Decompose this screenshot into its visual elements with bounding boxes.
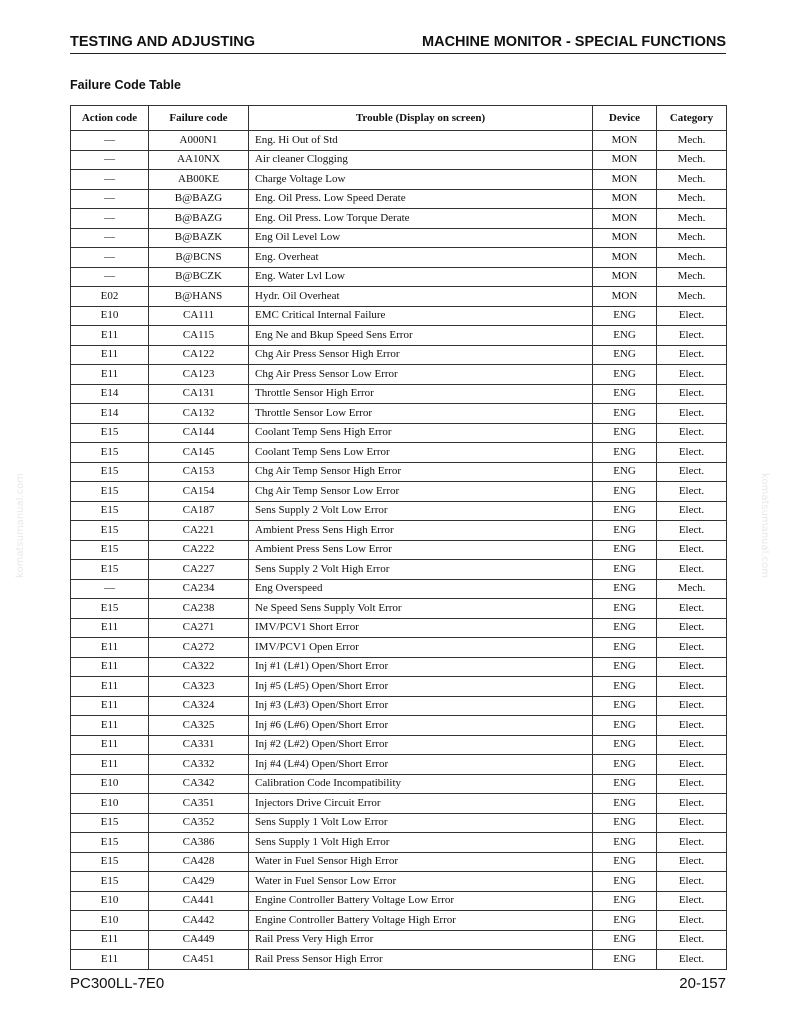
failure-code-cell: AA10NX <box>149 150 249 170</box>
category-cell: Elect. <box>657 423 727 443</box>
trouble-cell: Air cleaner Clogging <box>249 150 593 170</box>
action-code-cell: — <box>71 170 149 190</box>
table-row <box>71 501 727 521</box>
failure-code-cell: CA386 <box>149 833 249 853</box>
device-cell: ENG <box>593 365 657 385</box>
failure-code-cell: CA272 <box>149 638 249 658</box>
device-cell: ENG <box>593 384 657 404</box>
trouble-cell: Eng. Oil Press. Low Torque Derate <box>249 209 593 229</box>
trouble-cell: Ambient Press Sens High Error <box>249 521 593 541</box>
category-cell: Elect. <box>657 365 727 385</box>
category-cell: Elect. <box>657 852 727 872</box>
failure-code-cell: CA332 <box>149 755 249 775</box>
table-row <box>71 150 727 170</box>
action-code-cell: E11 <box>71 618 149 638</box>
trouble-cell: Chg Air Temp Sensor Low Error <box>249 482 593 502</box>
trouble-cell: Eng Ne and Bkup Speed Sens Error <box>249 326 593 346</box>
trouble-cell: Eng. Hi Out of Std <box>249 131 593 151</box>
table-row <box>71 482 727 502</box>
device-cell: ENG <box>593 618 657 638</box>
failure-code-cell: B@BCNS <box>149 248 249 268</box>
header-section-title: TESTING AND ADJUSTING <box>70 34 256 50</box>
device-cell: ENG <box>593 345 657 365</box>
category-cell: Mech. <box>657 170 727 190</box>
trouble-cell: Rail Press Very High Error <box>249 930 593 950</box>
device-cell: ENG <box>593 521 657 541</box>
column-header-device: Device <box>593 106 657 131</box>
failure-code-cell: CA428 <box>149 852 249 872</box>
action-code-cell: E15 <box>71 560 149 580</box>
table-row <box>71 833 727 853</box>
failure-code-cell: AB00KE <box>149 170 249 190</box>
table-row <box>71 950 727 970</box>
table-row <box>71 423 727 443</box>
table-row <box>71 345 727 365</box>
action-code-cell: — <box>71 131 149 151</box>
trouble-cell: Hydr. Oil Overheat <box>249 287 593 307</box>
category-cell: Elect. <box>657 326 727 346</box>
failure-code-cell: CA331 <box>149 735 249 755</box>
category-cell: Elect. <box>657 735 727 755</box>
trouble-cell: Eng Oil Level Low <box>249 228 593 248</box>
table-row <box>71 287 727 307</box>
column-header-failure-code: Failure code <box>149 106 249 131</box>
category-cell: Elect. <box>657 521 727 541</box>
page-header <box>70 33 726 54</box>
trouble-cell: Throttle Sensor Low Error <box>249 404 593 424</box>
action-code-cell: E15 <box>71 462 149 482</box>
table-row <box>71 443 727 463</box>
device-cell: ENG <box>593 696 657 716</box>
table-row <box>71 462 727 482</box>
table-row <box>71 696 727 716</box>
trouble-cell: IMV/PCV1 Open Error <box>249 638 593 658</box>
trouble-cell: Ambient Press Sens Low Error <box>249 540 593 560</box>
device-cell: ENG <box>593 462 657 482</box>
table-row <box>71 404 727 424</box>
action-code-cell: E15 <box>71 501 149 521</box>
table-row <box>71 579 727 599</box>
trouble-cell: Engine Controller Battery Voltage Low Error <box>249 891 593 911</box>
table-row <box>71 872 727 892</box>
category-cell: Mech. <box>657 248 727 268</box>
failure-code-cell: B@BAZG <box>149 189 249 209</box>
device-cell: ENG <box>593 540 657 560</box>
failure-code-cell: CA227 <box>149 560 249 580</box>
table-row <box>71 657 727 677</box>
category-cell: Elect. <box>657 560 727 580</box>
device-cell: MON <box>593 287 657 307</box>
category-cell: Elect. <box>657 716 727 736</box>
action-code-cell: E15 <box>71 852 149 872</box>
device-cell: ENG <box>593 755 657 775</box>
device-cell: MON <box>593 228 657 248</box>
category-cell: Elect. <box>657 306 727 326</box>
category-cell: Mech. <box>657 287 727 307</box>
trouble-cell: Water in Fuel Sensor Low Error <box>249 872 593 892</box>
device-cell: ENG <box>593 599 657 619</box>
failure-code-cell: CA342 <box>149 774 249 794</box>
failure-code-cell: CA145 <box>149 443 249 463</box>
failure-code-cell: B@BAZK <box>149 228 249 248</box>
action-code-cell: E10 <box>71 891 149 911</box>
table-row <box>71 365 727 385</box>
category-cell: Elect. <box>657 501 727 521</box>
table-row <box>71 326 727 346</box>
table-row <box>71 228 727 248</box>
trouble-cell: Eng Overspeed <box>249 579 593 599</box>
failure-code-cell: CA441 <box>149 891 249 911</box>
table-row <box>71 677 727 697</box>
category-cell: Elect. <box>657 891 727 911</box>
failure-code-cell: CA324 <box>149 696 249 716</box>
trouble-cell: Sens Supply 2 Volt High Error <box>249 560 593 580</box>
failure-code-cell: CA221 <box>149 521 249 541</box>
failure-code-cell: CA123 <box>149 365 249 385</box>
action-code-cell: E15 <box>71 482 149 502</box>
failure-code-cell: CA451 <box>149 950 249 970</box>
table-row <box>71 774 727 794</box>
trouble-cell: Eng. Oil Press. Low Speed Derate <box>249 189 593 209</box>
failure-code-cell: B@BCZK <box>149 267 249 287</box>
trouble-cell: EMC Critical Internal Failure <box>249 306 593 326</box>
failure-code-cell: CA187 <box>149 501 249 521</box>
failure-code-cell: CA325 <box>149 716 249 736</box>
trouble-cell: Injectors Drive Circuit Error <box>249 794 593 814</box>
device-cell: MON <box>593 267 657 287</box>
action-code-cell: E15 <box>71 833 149 853</box>
action-code-cell: E11 <box>71 677 149 697</box>
table-row <box>71 755 727 775</box>
table-row <box>71 540 727 560</box>
table-row <box>71 599 727 619</box>
table-row <box>71 735 727 755</box>
device-cell: MON <box>593 248 657 268</box>
trouble-cell: Water in Fuel Sensor High Error <box>249 852 593 872</box>
trouble-cell: IMV/PCV1 Short Error <box>249 618 593 638</box>
failure-code-table <box>70 105 727 970</box>
failure-code-cell: CA322 <box>149 657 249 677</box>
table-row <box>71 384 727 404</box>
action-code-cell: E15 <box>71 872 149 892</box>
failure-code-cell: CA131 <box>149 384 249 404</box>
action-code-cell: E11 <box>71 326 149 346</box>
failure-code-cell: CA351 <box>149 794 249 814</box>
action-code-cell: E11 <box>71 365 149 385</box>
device-cell: ENG <box>593 443 657 463</box>
table-row <box>71 638 727 658</box>
table-row <box>71 521 727 541</box>
table-row <box>71 794 727 814</box>
device-cell: ENG <box>593 423 657 443</box>
failure-code-cell: CA352 <box>149 813 249 833</box>
device-cell: MON <box>593 209 657 229</box>
device-cell: ENG <box>593 911 657 931</box>
device-cell: ENG <box>593 306 657 326</box>
action-code-cell: E11 <box>71 930 149 950</box>
trouble-cell: Throttle Sensor High Error <box>249 384 593 404</box>
table-row <box>71 267 727 287</box>
category-cell: Mech. <box>657 267 727 287</box>
category-cell: Elect. <box>657 618 727 638</box>
action-code-cell: E10 <box>71 794 149 814</box>
table-row <box>71 209 727 229</box>
category-cell: Elect. <box>657 755 727 775</box>
device-cell: MON <box>593 150 657 170</box>
category-cell: Elect. <box>657 872 727 892</box>
category-cell: Mech. <box>657 579 727 599</box>
category-cell: Elect. <box>657 833 727 853</box>
category-cell: Mech. <box>657 189 727 209</box>
table-row <box>71 131 727 151</box>
failure-code-cell: CA429 <box>149 872 249 892</box>
device-cell: ENG <box>593 774 657 794</box>
failure-code-cell: CA144 <box>149 423 249 443</box>
trouble-cell: Charge Voltage Low <box>249 170 593 190</box>
failure-code-cell: CA153 <box>149 462 249 482</box>
watermark-left: komatsumanual.com <box>14 473 26 578</box>
category-cell: Elect. <box>657 813 727 833</box>
failure-code-cell: CA154 <box>149 482 249 502</box>
failure-code-cell: CA111 <box>149 306 249 326</box>
category-cell: Elect. <box>657 404 727 424</box>
action-code-cell: — <box>71 267 149 287</box>
trouble-cell: Inj #3 (L#3) Open/Short Error <box>249 696 593 716</box>
failure-code-cell: CA132 <box>149 404 249 424</box>
trouble-cell: Eng. Water Lvl Low <box>249 267 593 287</box>
failure-code-cell: CA238 <box>149 599 249 619</box>
category-cell: Elect. <box>657 540 727 560</box>
trouble-cell: Rail Press Sensor High Error <box>249 950 593 970</box>
category-cell: Elect. <box>657 950 727 970</box>
action-code-cell: E14 <box>71 404 149 424</box>
action-code-cell: E10 <box>71 774 149 794</box>
trouble-cell: Sens Supply 1 Volt High Error <box>249 833 593 853</box>
trouble-cell: Ne Speed Sens Supply Volt Error <box>249 599 593 619</box>
action-code-cell: E15 <box>71 540 149 560</box>
failure-code-cell: CA115 <box>149 326 249 346</box>
column-header-action-code: Action code <box>71 106 149 131</box>
action-code-cell: E15 <box>71 813 149 833</box>
device-cell: ENG <box>593 326 657 346</box>
action-code-cell: E11 <box>71 657 149 677</box>
trouble-cell: Chg Air Press Sensor High Error <box>249 345 593 365</box>
category-cell: Elect. <box>657 774 727 794</box>
failure-code-cell: CA234 <box>149 579 249 599</box>
device-cell: ENG <box>593 657 657 677</box>
watermark-right: komatsumanual.com <box>758 473 770 578</box>
action-code-cell: E02 <box>71 287 149 307</box>
trouble-cell: Inj #1 (L#1) Open/Short Error <box>249 657 593 677</box>
action-code-cell: E15 <box>71 599 149 619</box>
table-row <box>71 306 727 326</box>
action-code-cell: E10 <box>71 306 149 326</box>
failure-code-cell: CA449 <box>149 930 249 950</box>
table-body <box>71 131 727 970</box>
device-cell: ENG <box>593 404 657 424</box>
device-cell: ENG <box>593 501 657 521</box>
device-cell: ENG <box>593 833 657 853</box>
trouble-cell: Chg Air Temp Sensor High Error <box>249 462 593 482</box>
action-code-cell: — <box>71 150 149 170</box>
failure-code-cell: CA122 <box>149 345 249 365</box>
trouble-cell: Inj #5 (L#5) Open/Short Error <box>249 677 593 697</box>
device-cell: ENG <box>593 872 657 892</box>
device-cell: ENG <box>593 638 657 658</box>
action-code-cell: — <box>71 189 149 209</box>
action-code-cell: E11 <box>71 345 149 365</box>
device-cell: ENG <box>593 813 657 833</box>
table-row <box>71 813 727 833</box>
device-cell: MON <box>593 189 657 209</box>
category-cell: Elect. <box>657 462 727 482</box>
device-cell: ENG <box>593 891 657 911</box>
action-code-cell: E15 <box>71 423 149 443</box>
table-row <box>71 618 727 638</box>
category-cell: Elect. <box>657 794 727 814</box>
failure-code-cell: CA222 <box>149 540 249 560</box>
table-row <box>71 248 727 268</box>
table-row <box>71 930 727 950</box>
table-row <box>71 170 727 190</box>
table-row <box>71 891 727 911</box>
device-cell: ENG <box>593 579 657 599</box>
category-cell: Elect. <box>657 638 727 658</box>
table-header-row <box>71 106 727 131</box>
category-cell: Elect. <box>657 384 727 404</box>
action-code-cell: E10 <box>71 911 149 931</box>
trouble-cell: Sens Supply 1 Volt Low Error <box>249 813 593 833</box>
action-code-cell: E11 <box>71 755 149 775</box>
category-cell: Elect. <box>657 911 727 931</box>
device-cell: ENG <box>593 852 657 872</box>
column-header-category: Category <box>657 106 727 131</box>
device-cell: ENG <box>593 482 657 502</box>
category-cell: Elect. <box>657 345 727 365</box>
table-title: Failure Code Table <box>70 78 181 92</box>
action-code-cell: — <box>71 209 149 229</box>
device-cell: MON <box>593 170 657 190</box>
trouble-cell: Coolant Temp Sens Low Error <box>249 443 593 463</box>
trouble-cell: Inj #6 (L#6) Open/Short Error <box>249 716 593 736</box>
failure-code-cell: B@BAZG <box>149 209 249 229</box>
table-row <box>71 716 727 736</box>
column-header-trouble: Trouble (Display on screen) <box>249 106 593 131</box>
device-cell: ENG <box>593 677 657 697</box>
action-code-cell: E11 <box>71 735 149 755</box>
category-cell: Mech. <box>657 150 727 170</box>
trouble-cell: Calibration Code Incompatibility <box>249 774 593 794</box>
category-cell: Elect. <box>657 482 727 502</box>
category-cell: Elect. <box>657 599 727 619</box>
category-cell: Elect. <box>657 443 727 463</box>
trouble-cell: Chg Air Press Sensor Low Error <box>249 365 593 385</box>
trouble-cell: Coolant Temp Sens High Error <box>249 423 593 443</box>
action-code-cell: E14 <box>71 384 149 404</box>
action-code-cell: E11 <box>71 716 149 736</box>
trouble-cell: Inj #2 (L#2) Open/Short Error <box>249 735 593 755</box>
action-code-cell: — <box>71 228 149 248</box>
action-code-cell: — <box>71 579 149 599</box>
device-cell: ENG <box>593 716 657 736</box>
table-row <box>71 852 727 872</box>
device-cell: ENG <box>593 950 657 970</box>
action-code-cell: E11 <box>71 638 149 658</box>
category-cell: Elect. <box>657 696 727 716</box>
trouble-cell: Inj #4 (L#4) Open/Short Error <box>249 755 593 775</box>
header-chapter-title: MACHINE MONITOR - SPECIAL FUNCTIONS <box>422 34 726 50</box>
table-row <box>71 189 727 209</box>
trouble-cell: Sens Supply 2 Volt Low Error <box>249 501 593 521</box>
action-code-cell: — <box>71 248 149 268</box>
table-row <box>71 911 727 931</box>
failure-code-cell: CA442 <box>149 911 249 931</box>
action-code-cell: E11 <box>71 696 149 716</box>
footer-page-number: 20-157 <box>679 975 726 992</box>
category-cell: Elect. <box>657 677 727 697</box>
device-cell: MON <box>593 131 657 151</box>
action-code-cell: E15 <box>71 443 149 463</box>
device-cell: ENG <box>593 930 657 950</box>
failure-code-cell: CA323 <box>149 677 249 697</box>
trouble-cell: Engine Controller Battery Voltage High Error <box>249 911 593 931</box>
failure-code-cell: B@HANS <box>149 287 249 307</box>
failure-code-cell: CA271 <box>149 618 249 638</box>
category-cell: Elect. <box>657 930 727 950</box>
device-cell: ENG <box>593 735 657 755</box>
trouble-cell: Eng. Overheat <box>249 248 593 268</box>
category-cell: Mech. <box>657 131 727 151</box>
category-cell: Mech. <box>657 209 727 229</box>
category-cell: Elect. <box>657 657 727 677</box>
device-cell: ENG <box>593 794 657 814</box>
action-code-cell: E15 <box>71 521 149 541</box>
failure-code-cell: A000N1 <box>149 131 249 151</box>
action-code-cell: E11 <box>71 950 149 970</box>
footer-model: PC300LL-7E0 <box>70 975 165 992</box>
device-cell: ENG <box>593 560 657 580</box>
table-row <box>71 560 727 580</box>
category-cell: Mech. <box>657 228 727 248</box>
